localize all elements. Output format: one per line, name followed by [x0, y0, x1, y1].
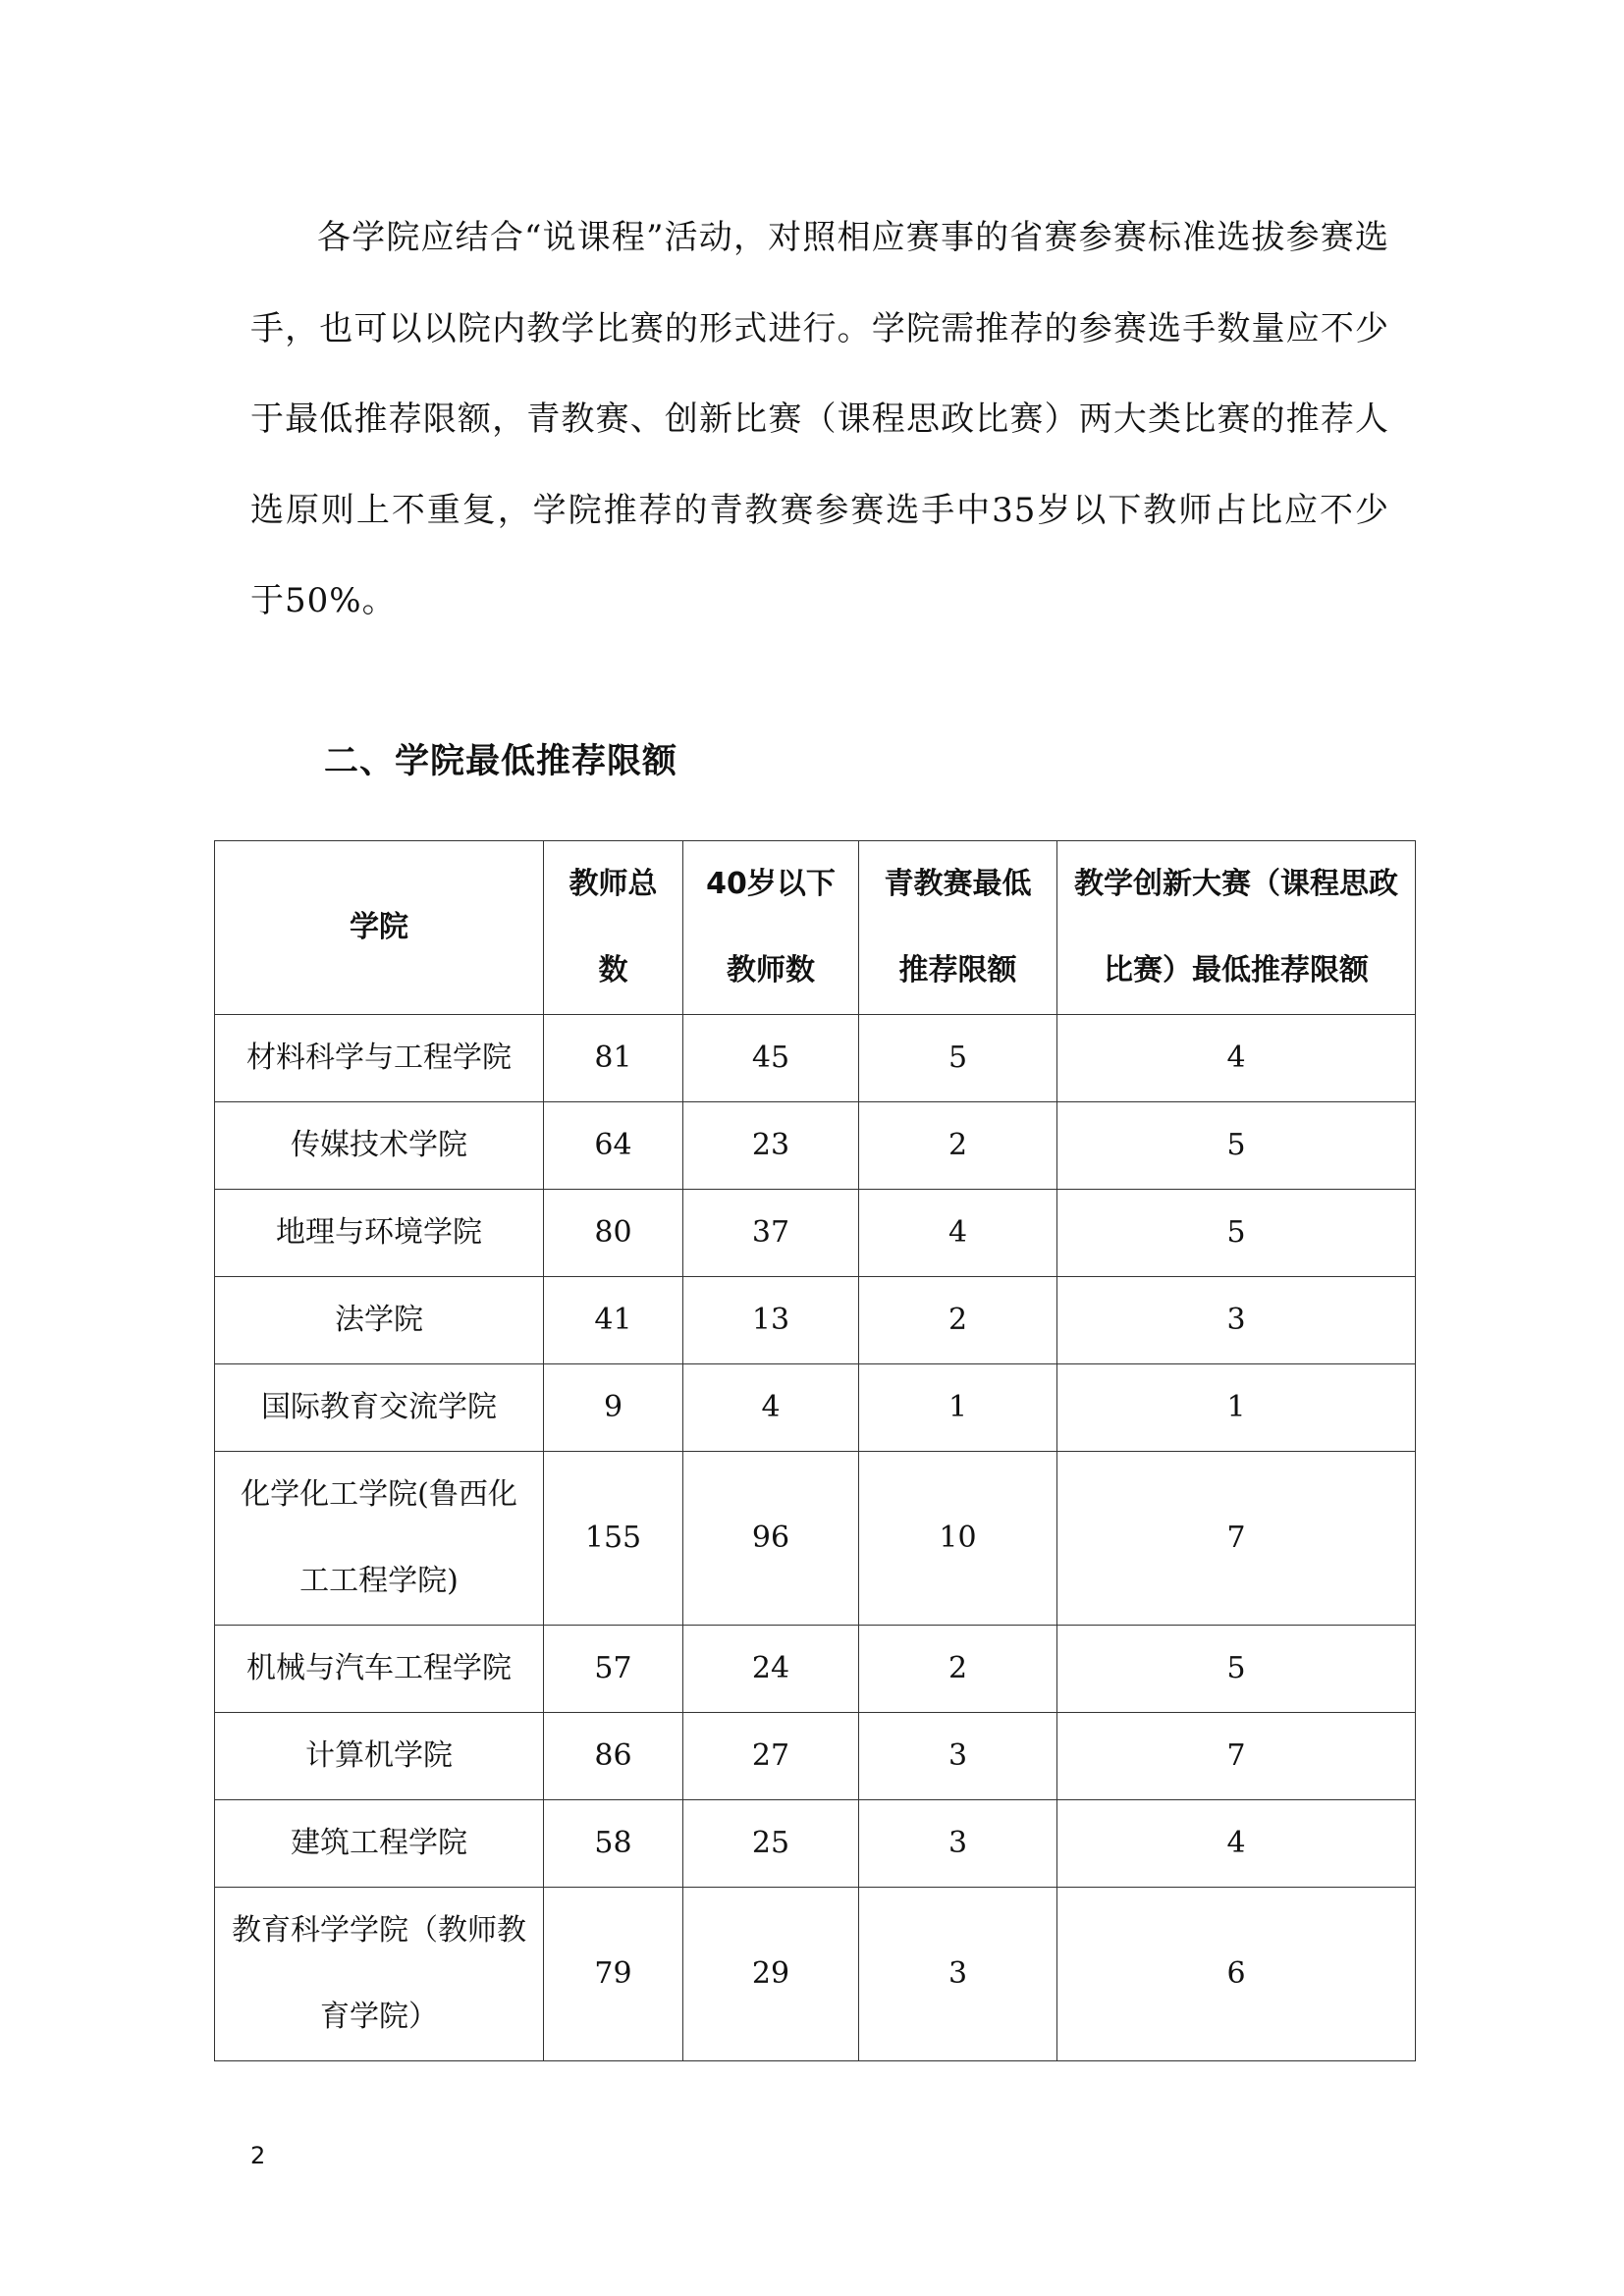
cell-college: 教育科学学院（教师教育学院）	[215, 1888, 544, 2061]
cell-under40: 23	[683, 1102, 859, 1190]
cell-youth-quota: 3	[859, 1713, 1057, 1800]
cell-college: 机械与汽车工程学院	[215, 1626, 544, 1713]
header-under40-teachers: 40岁以下教师数	[683, 841, 859, 1015]
table-row	[215, 1015, 1416, 1102]
cell-total: 57	[544, 1626, 683, 1713]
cell-total: 86	[544, 1713, 683, 1800]
table-row	[215, 1364, 1416, 1452]
table-header-row	[215, 841, 1416, 1015]
cell-innovation-quota: 7	[1057, 1452, 1416, 1626]
table-row	[215, 1800, 1416, 1888]
cell-youth-quota: 4	[859, 1190, 1057, 1277]
cell-under40: 4	[683, 1364, 859, 1452]
cell-college: 建筑工程学院	[215, 1800, 544, 1888]
cell-total: 41	[544, 1277, 683, 1364]
table-row	[215, 1190, 1416, 1277]
cell-college: 国际教育交流学院	[215, 1364, 544, 1452]
cell-youth-quota: 3	[859, 1800, 1057, 1888]
table-row	[215, 1277, 1416, 1364]
page-number: 2	[250, 2142, 266, 2169]
header-total-teachers: 教师总数	[544, 841, 683, 1015]
cell-college: 计算机学院	[215, 1713, 544, 1800]
cell-innovation-quota: 1	[1057, 1364, 1416, 1452]
cell-youth-quota: 10	[859, 1452, 1057, 1626]
cell-innovation-quota: 5	[1057, 1626, 1416, 1713]
cell-total: 81	[544, 1015, 683, 1102]
cell-innovation-quota: 3	[1057, 1277, 1416, 1364]
cell-under40: 27	[683, 1713, 859, 1800]
cell-college: 化学化工学院(鲁西化工工程学院)	[215, 1452, 544, 1626]
cell-innovation-quota: 5	[1057, 1190, 1416, 1277]
cell-under40: 29	[683, 1888, 859, 2061]
cell-innovation-quota: 4	[1057, 1800, 1416, 1888]
cell-youth-quota: 2	[859, 1102, 1057, 1190]
cell-innovation-quota: 4	[1057, 1015, 1416, 1102]
cell-under40: 13	[683, 1277, 859, 1364]
cell-youth-quota: 2	[859, 1626, 1057, 1713]
header-youth-competition-quota: 青教赛最低推荐限额	[859, 841, 1057, 1015]
cell-innovation-quota: 7	[1057, 1713, 1416, 1800]
cell-total: 58	[544, 1800, 683, 1888]
cell-total: 79	[544, 1888, 683, 2061]
cell-college: 地理与环境学院	[215, 1190, 544, 1277]
cell-under40: 24	[683, 1626, 859, 1713]
header-college: 学院	[215, 841, 544, 1015]
cell-youth-quota: 2	[859, 1277, 1057, 1364]
cell-under40: 37	[683, 1190, 859, 1277]
cell-innovation-quota: 6	[1057, 1888, 1416, 2061]
cell-total: 80	[544, 1190, 683, 1277]
cell-under40: 96	[683, 1452, 859, 1626]
cell-college: 法学院	[215, 1277, 544, 1364]
table-row	[215, 1452, 1416, 1626]
cell-total: 9	[544, 1364, 683, 1452]
cell-under40: 45	[683, 1015, 859, 1102]
header-innovation-competition-quota: 教学创新大赛（课程思政比赛）最低推荐限额	[1057, 841, 1416, 1015]
section-heading: 二、学院最低推荐限额	[324, 742, 678, 781]
table-row	[215, 1888, 1416, 2061]
cell-college: 传媒技术学院	[215, 1102, 544, 1190]
table-row	[215, 1713, 1416, 1800]
cell-innovation-quota: 5	[1057, 1102, 1416, 1190]
cell-under40: 25	[683, 1800, 859, 1888]
table-row	[215, 1102, 1416, 1190]
table-row	[215, 1626, 1416, 1713]
cell-total: 64	[544, 1102, 683, 1190]
cell-youth-quota: 3	[859, 1888, 1057, 2061]
intro-paragraph: 各学院应结合“说课程”活动，对照相应赛事的省赛参赛标准选拔参赛选手，也可以以院内教学比赛的形式进行。学院需推荐的参赛选手数量应不少于最低推荐限额，青教赛、创新比赛（课程思政比赛）两大类比赛的推荐人选原则上不重复，学院推荐的青教赛参赛选手中35岁以下教师占比应不少于50%。	[250, 218, 1389, 620]
cell-college: 材料科学与工程学院	[215, 1015, 544, 1102]
cell-youth-quota: 1	[859, 1364, 1057, 1452]
quota-table	[214, 840, 1416, 2061]
cell-youth-quota: 5	[859, 1015, 1057, 1102]
cell-total: 155	[544, 1452, 683, 1626]
